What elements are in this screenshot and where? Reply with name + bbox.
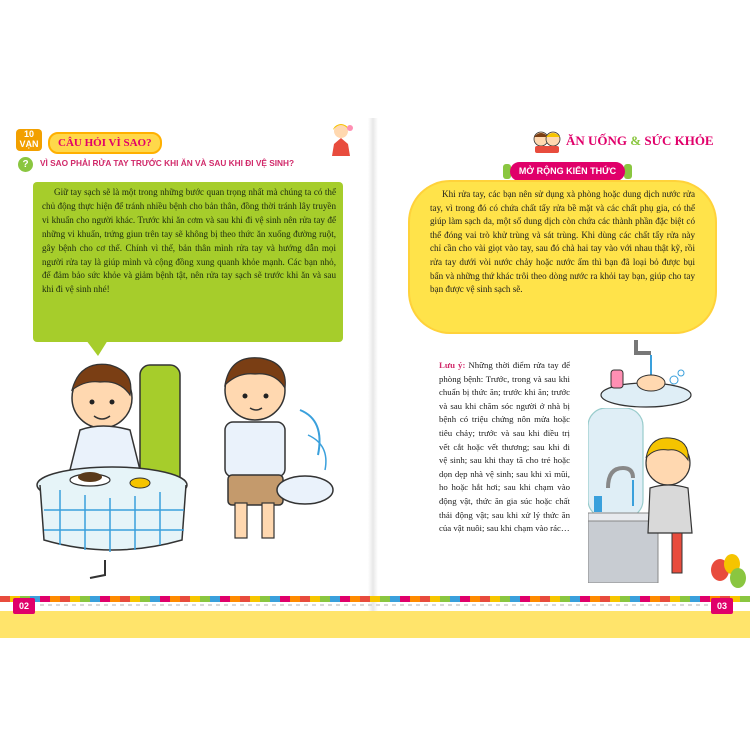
series-logo: 10 VẠN [16,129,42,151]
boy-eating-illustration [30,350,200,580]
question-heading [18,157,343,173]
knowledge-text: Khi rửa tay, các bạn nên sử dụng xà phòng hoặc dung dịch nước rửa tay, vì trong đó có chứa chất tẩy rửa bề mặt và các chất phụ gia, có thể giúp làm sạch da, một số dung dịch còn chứa các thành phần đặc biệt có thể đóng vai trò khử trùng và sát trùng. Khi dùng các chất tẩy rửa này chỉ cần cho vài giọt vào tay, sau đó chà hai tay vào với nhau thật kỹ, rồi rửa tay dưới vòi nước chảy hoặc nước ấm thì bạn đã loại bỏ được bụi bẩn và những thứ khác trôi theo dòng nước ra khỏi tay bạn, giúp cho tay bạn được vệ sinh sạch sẽ. [430,189,695,295]
kids-icon [531,129,563,153]
section-title-amp: & [630,133,642,148]
section-title-part-b: SỨC KHỎE [644,133,714,148]
page-number-left: 02 [13,598,35,614]
ribbon-right [624,164,632,179]
girl-mascot-icon [328,122,354,162]
book-gutter [368,118,378,638]
hand-washing-tap-illustration [596,335,696,410]
question-text: VÌ SAO PHẢI RỬA TAY TRƯỚC KHI ĂN VÀ SAU KHI ĐI VỆ SINH? [40,158,295,168]
balloons-icon [708,548,748,598]
boy-washing-hands-illustration [200,350,340,560]
answer-text: Giữ tay sạch sẽ là một trong những bước quan trọng nhất mà chúng ta có thể chủ động thực hiện để tránh nhiều bệnh cho bản thân, đồng thời tránh lây truyền vi khuẩn cho người khác. Trước khi ăn cơm và sau khi đi vệ sinh nên rửa tay để những vi khuẩn, trứng giun trên tay sẽ không bị theo thức ăn xuống đường ruột, gây bệnh cho cơ thể. Chính vì thế, bản thân mình rửa tay và hướng dẫn mọi người rửa tay là giúp mình và cộng đồng xung quanh khỏe mạnh. Các bạn nhỏ, để đảm bảo sức khỏe và giảm bệnh tật, nên rửa tay sạch sẽ trước khi ăn và sau khi đi vệ sinh nhé! [42,187,336,295]
boy-at-sink-illustration [588,408,698,583]
page-number-right: 03 [711,598,733,614]
expand-knowledge-badge: MỞ RỘNG KIẾN THỨC [510,162,625,181]
note-text: Những thời điểm rửa tay để phòng bệnh: Trước, trong và sau khi chuẩn bị thức ăn; trước khi ăn; trước và sau khi chăm sóc người ở nhà bị bệnh có triệu chứng nôn mửa hoặc tiêu chảy; trước và sau khi điều trị vết cắt hoặc vết thương; sau khi đi vệ sinh; sau khi thay tã cho trẻ hoặc dọn dẹp nhà vệ sinh; sau khi xì mũi, ho hoặc hắt hơi; sau khi chạm vào động vật, thức ăn gia súc hoặc chất thải động vật; sau khi xử lý thức ăn của vật nuôi; sau khi chạm vào rác… [439,360,570,534]
question-mark-icon: ? [18,157,33,172]
color-border [0,596,750,602]
note-paragraph [439,359,570,536]
section-title [566,133,714,149]
note-label: Lưu ý: [439,360,466,370]
bottom-band [0,611,750,638]
section-title-part-a: ĂN UỐNG [566,133,628,148]
series-title: CÂU HỎI VÌ SAO? [48,132,162,154]
dotted-line [40,604,710,606]
